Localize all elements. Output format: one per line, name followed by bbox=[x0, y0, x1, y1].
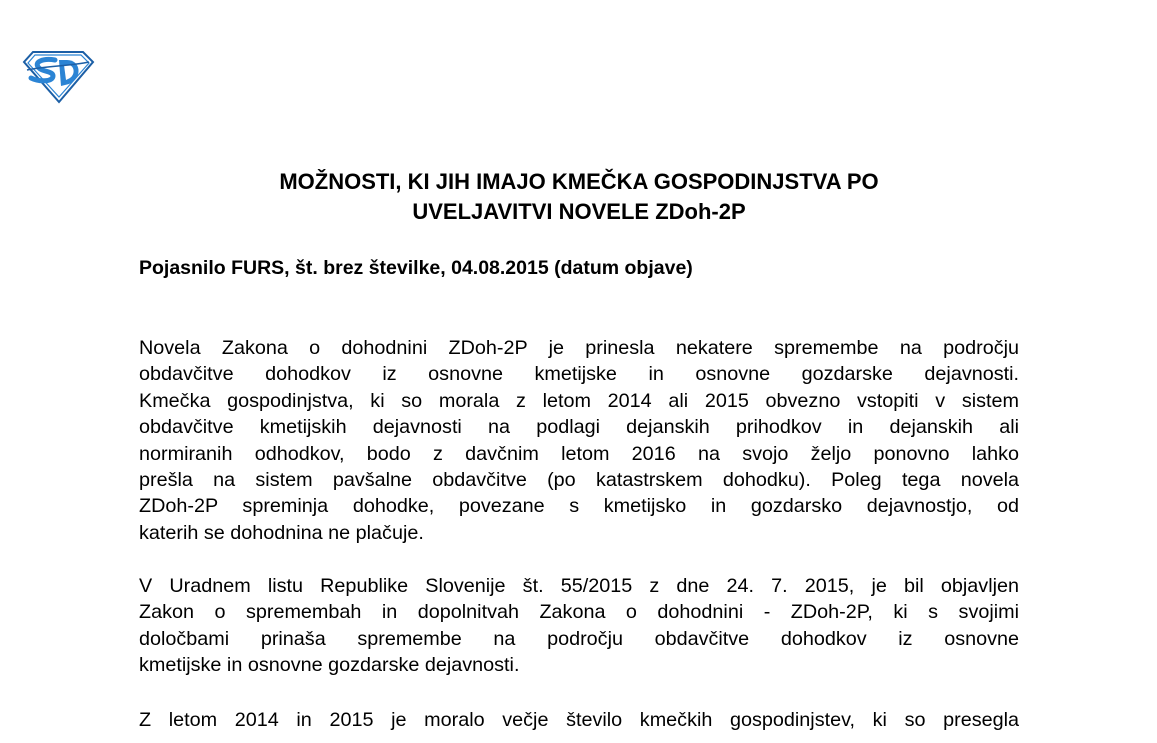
text-line: V Uradnem listu Republike Slovenije št. 55/2015 z dne 24. 7. 2015, je bil objavljen bbox=[139, 575, 1019, 597]
paragraph-2 bbox=[139, 573, 1019, 679]
paragraph-1 bbox=[139, 335, 1019, 546]
paragraph-3 bbox=[139, 707, 1019, 733]
text-line: ZDoh-2P spreminja dohodke, povezane s kmetijsko in gozdarsko dejavnostjo, od bbox=[139, 495, 1019, 518]
document-subtitle: Pojasnilo FURS, št. brez številke, 04.08.2015 (datum objave) bbox=[139, 257, 693, 279]
document-title-line: MOŽNOSTI, KI JIH IMAJO KMEČKA GOSPODINJSTVA PO bbox=[279, 169, 879, 194]
text-line: Zakon o spremembah in dopolnitvah Zakona o dohodnini - ZDoh-2P, ki s svojimi bbox=[139, 601, 1019, 624]
text-line: obdavčitve dohodkov iz osnovne kmetijske in osnovne gozdarske dejavnosti. bbox=[139, 363, 1019, 386]
document-title-line: UVELJAVITVI NOVELE ZDoh-2P bbox=[412, 199, 746, 224]
text-line: normiranih odhodkov, bodo z davčnim letom 2016 na svojo željo ponovno lahko bbox=[139, 442, 1019, 465]
text-line: Novela Zakona o dohodnini ZDoh-2P je prinesla nekatere spremembe na področju bbox=[139, 337, 1019, 359]
sd-logo bbox=[21, 46, 95, 104]
text-line: določbami prinaša spremembe na področju obdavčitve dohodkov iz osnovne bbox=[139, 627, 1019, 650]
text-line: obdavčitve kmetijskih dejavnosti na podlagi dejanskih prihodkov in dejanskih ali bbox=[139, 416, 1019, 439]
document-title bbox=[139, 167, 1019, 227]
text-line: prešla na sistem pavšalne obdavčitve (po katastrskem dohodku). Poleg tega novela bbox=[139, 468, 1019, 491]
text-line: katerih se dohodnina ne plačuje. bbox=[139, 521, 424, 544]
text-line: kmetijske in osnovne gozdarske dejavnosti. bbox=[139, 654, 520, 677]
text-line: Z letom 2014 in 2015 je moralo večje število kmečkih gospodinjstev, ki so presegla bbox=[139, 709, 1019, 731]
text-line: Kmečka gospodinjstva, ki so morala z letom 2014 ali 2015 obvezno vstopiti v sistem bbox=[139, 389, 1019, 412]
